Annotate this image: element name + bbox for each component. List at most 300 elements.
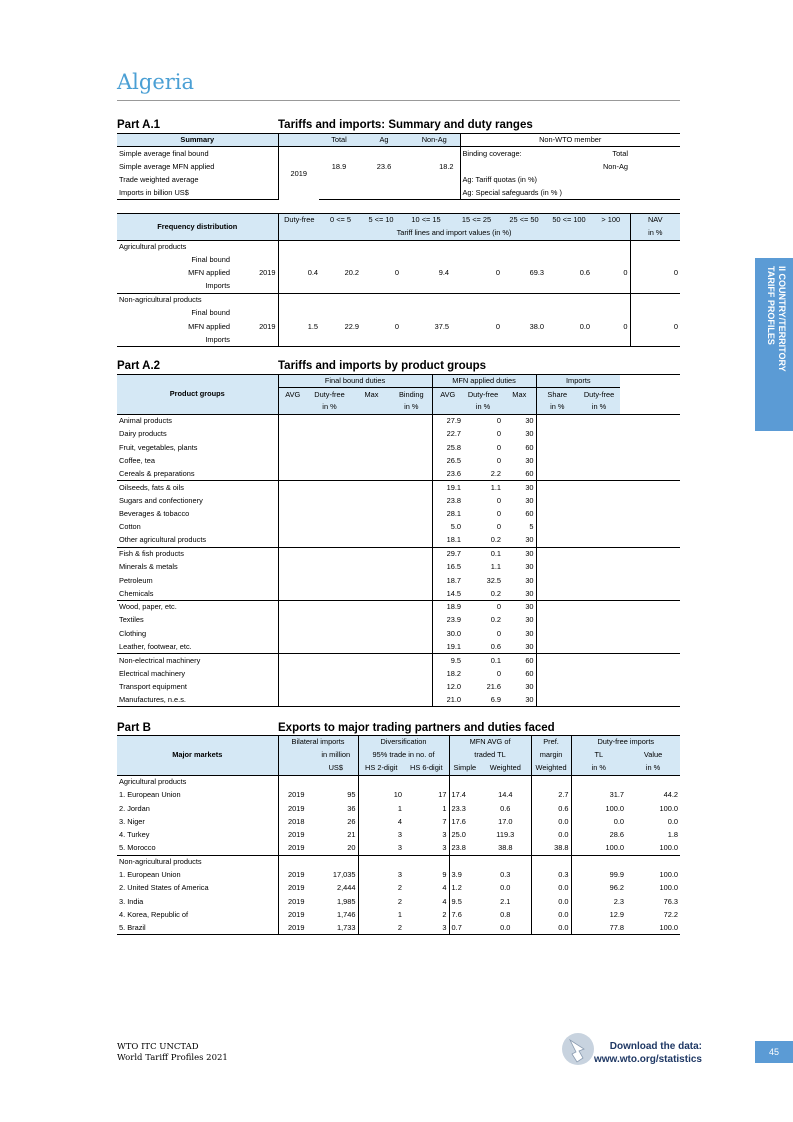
part-b-label: Part B <box>117 722 151 734</box>
empty-cell <box>278 574 307 587</box>
empty-cell <box>278 481 307 494</box>
market-name: 5. Brazil <box>117 922 278 935</box>
empty-cell <box>314 855 358 868</box>
table-row <box>117 521 680 534</box>
table-row <box>117 789 680 802</box>
empty-cell <box>531 855 571 868</box>
empty-cell <box>391 414 432 427</box>
empty-cell <box>401 253 451 266</box>
col-max: Max <box>352 388 391 401</box>
mfn-dutyfree-value: 0.2 <box>463 587 503 600</box>
empty-cell <box>320 333 361 346</box>
summary-header: Summary <box>117 134 278 147</box>
freq-subheader: Tariff lines and import values (in %) <box>278 227 630 240</box>
empty-cell <box>578 494 620 507</box>
product-group-name: Oilseeds, fats & oils <box>119 482 184 492</box>
empty-cell <box>571 855 626 868</box>
freq-value: 0 <box>623 268 628 278</box>
empty-cell <box>307 654 352 667</box>
bilateral-imports-value: 17,035 <box>332 870 356 880</box>
empty-cell <box>391 627 432 640</box>
download-url[interactable]: www.wto.org/statistics <box>594 1054 702 1065</box>
col-avg: AVG <box>432 388 463 401</box>
empty-cell <box>352 587 391 600</box>
empty-cell <box>391 441 432 454</box>
col-tl: TL <box>571 749 626 762</box>
mfn-max-value: 30 <box>525 495 534 505</box>
empty-cell <box>502 307 546 320</box>
empty-cell <box>361 280 401 293</box>
mfn-simple-value: 3.9 <box>449 868 480 881</box>
empty-cell <box>278 507 307 520</box>
empty-cell <box>278 614 307 627</box>
empty-cell <box>620 680 680 693</box>
empty-cell <box>401 280 451 293</box>
freq-row-label: Imports <box>117 280 232 293</box>
pref-margin-value: 0.0 <box>531 908 571 921</box>
empty-cell <box>307 561 352 574</box>
empty-cell <box>578 441 620 454</box>
empty-cell <box>278 293 630 306</box>
freq-value: 1.5 <box>278 320 320 333</box>
mfn-max-value: 30 <box>525 416 534 426</box>
freq-nav-sub: in % <box>630 227 680 240</box>
product-group-name: Beverages & tobacco <box>119 509 190 519</box>
empty-cell <box>620 654 680 667</box>
empty-cell <box>571 775 626 788</box>
empty-cell <box>391 428 432 441</box>
table-row <box>117 534 680 547</box>
empty-cell <box>502 280 546 293</box>
empty-cell <box>620 441 680 454</box>
empty-cell <box>278 307 320 320</box>
empty-cell <box>307 454 352 467</box>
bilateral-imports-value: 26 <box>347 816 356 826</box>
hs2-value: 10 <box>358 789 404 802</box>
mfn-weighted-value: 0.8 <box>500 910 511 919</box>
pref-margin-value: 0.0 <box>531 882 571 895</box>
empty-cell <box>391 507 432 520</box>
empty-cell <box>307 521 352 534</box>
freq-col-header: 5 <= 10 <box>361 214 401 227</box>
table-row <box>117 654 680 667</box>
mfn-avg-value: 18.2 <box>432 667 463 680</box>
dutyfree-value: 0.0 <box>667 816 679 826</box>
mfn-max-value: 30 <box>525 575 534 585</box>
product-group-name: Sugars and confectionery <box>119 495 203 505</box>
empty-cell <box>278 775 314 788</box>
empty-cell <box>536 494 578 507</box>
empty-cell <box>620 468 680 481</box>
market-year: 2019 <box>278 868 314 881</box>
mfn-avg-value: 30.0 <box>432 627 463 640</box>
empty-cell <box>352 547 391 560</box>
empty-cell <box>578 654 620 667</box>
major-markets-table <box>117 735 680 935</box>
hs2-value: 2 <box>358 895 404 908</box>
summary-mfn-ag: 23.6 <box>376 161 392 171</box>
empty-cell <box>352 507 391 520</box>
mfn-weighted-value: 0.0 <box>500 883 511 893</box>
empty-cell <box>307 694 352 707</box>
empty-cell <box>620 627 680 640</box>
empty-cell <box>578 414 620 427</box>
freq-value: 9.4 <box>438 268 450 278</box>
empty-cell <box>578 481 620 494</box>
mfn-max-value: 30 <box>525 628 534 638</box>
mfn-dutyfree-value: 1.1 <box>490 482 502 492</box>
empty-cell <box>278 534 307 547</box>
mfn-avg-value: 28.1 <box>432 507 463 520</box>
product-group-name: Coffee, tea <box>119 455 156 465</box>
bilateral-imports-value: 1,733 <box>314 922 358 935</box>
empty-cell <box>630 293 680 306</box>
freq-value: 0 <box>623 321 628 331</box>
major-markets-header: Major markets <box>117 736 278 776</box>
mfn-dutyfree-value: 2.2 <box>463 468 503 481</box>
freq-value: 37.5 <box>434 321 450 331</box>
binding-nonag: Non-Ag <box>602 161 628 171</box>
mfn-max-value: 30 <box>525 549 534 559</box>
download-mouse-icon <box>561 1032 595 1066</box>
table-row <box>117 614 680 627</box>
empty-cell <box>352 601 391 614</box>
mfn-max-value: 5 <box>529 522 534 532</box>
side-tab <box>755 258 793 431</box>
summary-table <box>117 133 680 200</box>
empty-cell <box>352 454 391 467</box>
empty-cell <box>578 521 620 534</box>
dutyfree-tl-value: 100.0 <box>571 842 626 855</box>
hs6-value: 2 <box>442 910 447 919</box>
col-unit: in % <box>536 401 578 414</box>
freq-value: 0 <box>495 268 501 278</box>
mfn-avg-value: 12.0 <box>432 680 463 693</box>
table-row <box>117 802 680 815</box>
empty-cell <box>307 614 352 627</box>
market-name: 4. Korea, Republic of <box>119 910 189 919</box>
empty-cell <box>307 481 352 494</box>
diversification-header: Diversification <box>358 736 449 749</box>
freq-col-header: 25 <= 50 <box>502 214 546 227</box>
empty-cell <box>620 574 680 587</box>
market-name: 1. European Union <box>119 790 181 800</box>
product-group-name: Cotton <box>119 522 141 532</box>
empty-cell <box>391 561 432 574</box>
hs6-value: 9 <box>442 870 447 880</box>
empty-cell <box>278 561 307 574</box>
empty-cell <box>232 253 278 266</box>
empty-cell <box>578 587 620 600</box>
hs6-value: 3 <box>442 830 447 840</box>
mfn-avg-value: 16.5 <box>432 561 463 574</box>
empty-cell <box>391 547 432 560</box>
col-dutyfree: Duty-free <box>578 388 620 401</box>
empty-cell <box>391 468 432 481</box>
download-label: Download the data: <box>609 1041 702 1052</box>
empty-cell <box>536 481 578 494</box>
hs6-value: 4 <box>442 883 447 893</box>
table-row <box>117 547 680 560</box>
empty-cell <box>391 494 432 507</box>
empty-cell <box>232 333 278 346</box>
empty-cell <box>307 574 352 587</box>
empty-cell <box>620 494 680 507</box>
freq-col-header: Duty-free <box>278 214 320 227</box>
mfn-dutyfree-value: 0 <box>496 455 502 465</box>
mfn-simple-value: 23.3 <box>449 802 480 815</box>
dutyfree-tl-value: 96.2 <box>571 882 626 895</box>
dutyfree-tl-value: 99.9 <box>571 868 626 881</box>
empty-cell <box>620 601 680 614</box>
dutyfree-value: 100.0 <box>626 842 680 855</box>
table-row <box>117 815 680 828</box>
mfn-max-value: 30 <box>525 602 534 612</box>
mfn-avg-value: 18.1 <box>432 534 463 547</box>
product-groups-table <box>117 374 680 707</box>
hs6-value: 3 <box>404 842 449 855</box>
summary-row-label: Simple average MFN applied <box>119 161 215 171</box>
part-a2-header <box>117 360 680 374</box>
empty-cell <box>278 547 307 560</box>
table-row <box>117 481 680 494</box>
mfn-dutyfree-value: 0 <box>496 602 502 612</box>
freq-value: 0 <box>394 268 400 278</box>
empty-cell <box>592 333 630 346</box>
empty-cell <box>620 414 680 427</box>
product-group-name: Textiles <box>119 615 144 625</box>
empty-cell <box>352 574 391 587</box>
empty-cell <box>391 601 432 614</box>
product-group-name: Petroleum <box>119 575 153 585</box>
hs6-value: 1 <box>442 803 447 813</box>
empty-cell <box>307 587 352 600</box>
empty-cell <box>536 454 578 467</box>
dutyfree-tl-value: 12.9 <box>571 908 626 921</box>
market-name: 5. Morocco <box>117 842 278 855</box>
empty-cell <box>278 280 320 293</box>
mfn-applied-header: MFN applied duties <box>432 375 536 388</box>
empty-cell <box>578 574 620 587</box>
freq-col-header: 10 <= 15 <box>401 214 451 227</box>
empty-cell <box>307 428 352 441</box>
market-year: 2018 <box>278 815 314 828</box>
freq-header: Frequency distribution <box>117 214 278 241</box>
mfn-max-value: 30 <box>503 534 536 547</box>
freq-col-header: 15 <= 25 <box>451 214 502 227</box>
bilateral-imports-value: 36 <box>347 803 356 813</box>
col-weighted: Weighted <box>480 762 531 775</box>
dutyfree-value: 100.0 <box>659 803 679 813</box>
table-row <box>117 627 680 640</box>
market-name: 3. India <box>119 896 144 906</box>
summary-ag-header: Ag <box>359 134 409 147</box>
empty-cell <box>352 667 391 680</box>
product-group-name: Manufactures, n.e.s. <box>117 694 278 707</box>
summary-row-label: Imports in billion US$ <box>117 187 278 200</box>
table-row <box>117 922 680 935</box>
empty-cell <box>630 240 680 253</box>
mfn-dutyfree-value: 0.6 <box>463 640 503 653</box>
freq-value: 22.9 <box>344 321 360 331</box>
empty-cell <box>352 481 391 494</box>
mfn-avg-value: 21.0 <box>432 694 463 707</box>
mfn-dutyfree-value: 0.2 <box>490 615 502 625</box>
freq-row-label: Imports <box>117 333 232 346</box>
col-tradedtl: traded TL <box>449 749 531 762</box>
empty-cell <box>307 640 352 653</box>
market-year: 2019 <box>278 789 314 802</box>
freq-value: 69.3 <box>529 268 545 278</box>
product-group-name: Animal products <box>119 416 172 426</box>
empty-cell <box>278 601 307 614</box>
dutyfree-value: 1.8 <box>667 830 679 840</box>
dutyfree-value: 100.0 <box>626 922 680 935</box>
mfn-avg-value: 27.9 <box>432 414 463 427</box>
bilateral-imports-value: 21 <box>347 830 356 840</box>
dutyfree-tl-value: 100.0 <box>571 802 626 815</box>
empty-cell <box>401 333 451 346</box>
freq-value: 0 <box>630 320 680 333</box>
part-a1-header <box>117 119 680 133</box>
market-name: 2. United States of America <box>119 883 209 893</box>
col-unit: in % <box>307 401 352 414</box>
empty-cell <box>578 640 620 653</box>
empty-cell <box>592 253 630 266</box>
part-a2-title: Tariffs and imports by product groups <box>278 360 487 372</box>
empty-cell <box>578 601 620 614</box>
market-name: 2. Jordan <box>119 803 150 813</box>
hs2-value: 4 <box>358 815 404 828</box>
empty-cell <box>391 587 432 600</box>
empty-cell <box>536 614 578 627</box>
freq-year: 2019 <box>259 268 276 278</box>
col-dutyfree: Duty-free <box>463 388 503 401</box>
empty-cell <box>320 280 361 293</box>
empty-cell <box>391 521 432 534</box>
hs6-value: 17 <box>438 790 447 800</box>
table-row <box>117 561 680 574</box>
freq-value: 0 <box>495 321 501 331</box>
empty-cell <box>352 521 391 534</box>
freq-row-label: MFN applied <box>188 321 230 331</box>
empty-cell <box>546 253 592 266</box>
pref-margin-value: 2.7 <box>531 789 571 802</box>
pref-margin-value: 38.8 <box>531 842 571 855</box>
table-row <box>117 587 680 600</box>
empty-cell <box>630 307 680 320</box>
empty-cell <box>536 694 578 707</box>
empty-cell <box>620 428 680 441</box>
empty-cell <box>278 587 307 600</box>
summary-nonag-header: Non-Ag <box>409 134 460 147</box>
bilateral-imports-header: Bilateral imports <box>278 736 358 749</box>
tariff-quotas: Ag: Tariff quotas (in %) <box>462 175 537 185</box>
dutyfree-tl-value: 31.7 <box>571 789 626 802</box>
table-row <box>117 667 680 680</box>
empty-cell <box>404 855 449 868</box>
binding-total: Total <box>612 148 628 158</box>
empty-cell <box>626 855 680 868</box>
col-unit: in % <box>463 401 503 414</box>
empty-cell <box>278 680 307 693</box>
footer-publisher <box>117 1042 228 1064</box>
dutyfree-value: 100.0 <box>659 883 679 893</box>
empty-cell <box>578 561 620 574</box>
mfn-avg-value: 5.0 <box>432 521 463 534</box>
pref-header: Pref. <box>531 736 571 749</box>
empty-cell <box>358 775 404 788</box>
freq-col-header: 50 <= 100 <box>546 214 592 227</box>
empty-cell <box>536 441 578 454</box>
empty-cell <box>620 521 680 534</box>
mfn-simple-value: 9.5 <box>449 895 480 908</box>
table-row <box>117 454 680 467</box>
hs6-value: 4 <box>442 896 447 906</box>
mfn-simple-value: 23.8 <box>449 842 480 855</box>
product-group-name: Minerals & metals <box>119 562 178 572</box>
empty-cell <box>278 654 307 667</box>
empty-cell <box>391 481 432 494</box>
mfn-dutyfree-value: 0.2 <box>463 534 503 547</box>
empty-cell <box>307 507 352 520</box>
part-b-title: Exports to major trading partners and duties faced <box>278 722 555 734</box>
mfn-simple-value: 0.7 <box>449 922 480 935</box>
empty-cell <box>536 601 578 614</box>
mfn-max-value: 30 <box>503 694 536 707</box>
mfn-dutyfree-value: 0 <box>496 628 502 638</box>
empty-cell <box>391 534 432 547</box>
empty-cell <box>232 280 278 293</box>
empty-cell <box>391 667 432 680</box>
mfn-dutyfree-value: 0 <box>496 442 502 452</box>
freq-value: 0 <box>630 267 680 280</box>
market-year: 2019 <box>278 802 314 815</box>
dutyfree-tl-value: 77.8 <box>571 922 626 935</box>
col-avg: AVG <box>278 388 307 401</box>
download-data-link[interactable] <box>594 1040 702 1066</box>
part-a2-label: Part A.2 <box>117 360 161 372</box>
part-a1-title: Tariffs and imports: Summary and duty ranges <box>278 119 533 131</box>
freq-value: 0.6 <box>579 268 591 278</box>
col-inmillion: in million <box>314 749 358 762</box>
empty-cell <box>278 640 307 653</box>
empty-cell <box>278 253 320 266</box>
table-row <box>117 507 680 520</box>
market-name: 4. Turkey <box>119 830 150 840</box>
mfn-weighted-value: 0.6 <box>500 803 511 813</box>
freq-value: 20.2 <box>344 268 360 278</box>
frequency-table <box>117 213 680 347</box>
market-year: 2019 <box>278 922 314 935</box>
duty-free-imports-header: Duty-free imports <box>571 736 680 749</box>
mfn-dutyfree-value: 0 <box>496 429 502 439</box>
empty-cell <box>320 307 361 320</box>
table-row <box>117 428 680 441</box>
mfn-dutyfree-value: 0 <box>496 495 502 505</box>
market-year: 2019 <box>278 895 314 908</box>
bilateral-imports-value: 95 <box>347 790 356 800</box>
col-hs6: HS 6-digit <box>404 762 449 775</box>
empty-cell <box>630 333 680 346</box>
empty-cell <box>352 428 391 441</box>
dutyfree-value: 76.3 <box>663 896 679 906</box>
col-pref-weighted: Weighted <box>531 762 571 775</box>
mfn-dutyfree-value: 0 <box>496 522 502 532</box>
empty-cell <box>391 680 432 693</box>
hs2-value: 3 <box>358 829 404 842</box>
col-binding: Binding <box>391 388 432 401</box>
